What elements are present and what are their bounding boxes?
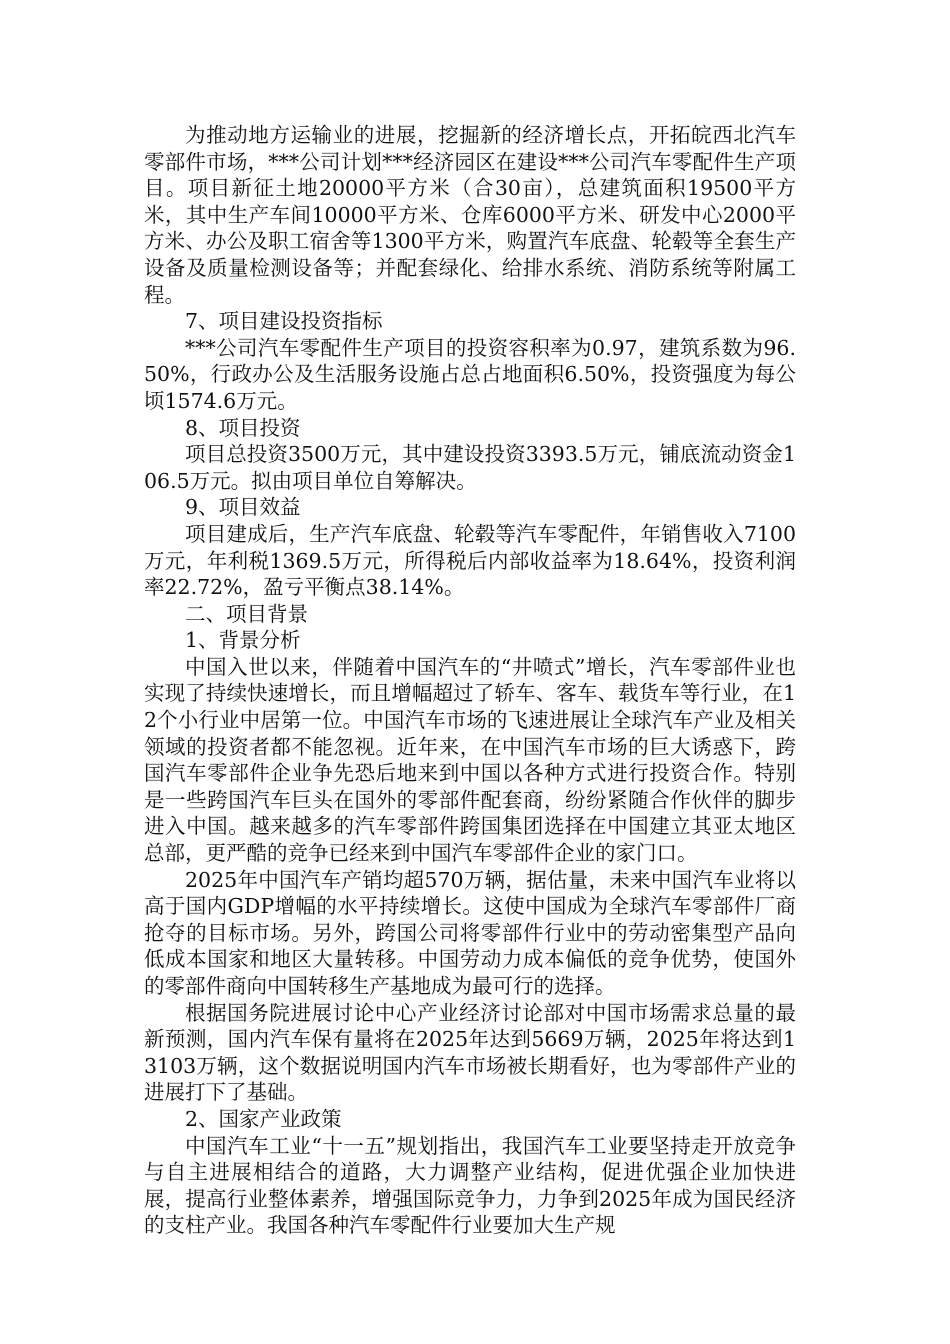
paragraph-market-forecast: 2025年中国汽车产销均超570万辆，据估量，未来中国汽车业将以高于国内GDP增幅的水平持续增长。这使中国成为全球汽车零部件厂商抢夺的目标市场。另外，跨国公司将零部件行业中的劳动密集型产品向低成本国家和地区大量转移。中国劳动力成本偏低的竞争优势，使国外的零部件商向中国转移生产基地成为最可行的选择。: [144, 867, 796, 998]
paragraph-background-analysis: 中国入世以来，伴随着中国汽车的“井喷式”增长，汽车零部件业也实现了持续快速增长，而且增幅超过了轿车、客车、载货车等行业，在12个小行业中居第一位。中国汽车市场的飞速进展让全球汽车产业及相关领域的投资者都不能忽视。近年来，在中国汽车市场的巨大诱惑下，跨国汽车零部件企业争先恐后地来到中国以各种方式进行投资合作。特别是一些跨国汽车巨头在国外的零部件配套商，纷纷紧随合作伙伴的脚步进入中国。越来越多的汽车零部件跨国集团选择在中国建立其亚太地区总部，更严酷的竞争已经来到中国汽车零部件企业的家门口。: [144, 654, 796, 866]
heading-background-analysis: 1、背景分析: [185, 628, 301, 653]
heading-project-investment: 8、项目投资: [185, 415, 301, 440]
paragraph-investment-indicators: ***公司汽车零配件生产项目的投资容积率为0.97，建筑系数为96.50%，行政办公及生活服务设施占总占地面积6.50%，投资强度为每公顷1574.6万元。: [144, 335, 796, 413]
paragraph-project-overview: 为推动地方运输业的进展，挖掘新的经济增长点，开拓皖西北汽车零部件市场，***公司计划***经济园区在建设***公司汽车零配件生产项目。项目新征土地20000平方米（合30亩），总建筑面积19500平方米，其中生产车间10000平方米、仓库6000平方米、研发中心2000平方米、办公及职工宿舍等1300平方米，购置汽车底盘、轮毂等全套生产设备及质量检测设备等；并配套绿化、给排水系统、消防系统等附属工程。: [144, 123, 796, 307]
document-body: [144, 122, 796, 1239]
heading-investment-indicators: 7、项目建设投资指标: [185, 309, 383, 334]
heading-project-background: 二、项目背景: [185, 601, 308, 626]
paragraph-project-benefits: 项目建成后，生产汽车底盘、轮毂等汽车零配件，年销售收入7100万元，年利税1369.5万元，所得税后内部收益率为18.64%，投资利润率22.72%，盈亏平衡点38.14%。: [144, 521, 796, 600]
paragraph-industry-policy: 中国汽车工业“十一五”规划指出，我国汽车工业要坚持走开放竞争与自主进展相结合的道路，大力调整产业结构，促进优强企业加快进展，提高行业整体素养，增强国际竞争力，力争到2025年成为国民经济的支柱产业。我国各种汽车零配件行业要加大生产规: [144, 1133, 796, 1238]
heading-project-benefits: 9、项目效益: [185, 495, 301, 520]
paragraph-project-investment: 项目总投资3500万元，其中建设投资3393.5万元，铺底流动资金106.5万元。拟由项目单位自筹解决。: [144, 442, 796, 493]
heading-industry-policy: 2、国家产业政策: [185, 1106, 342, 1131]
paragraph-demand-forecast: 根据国务院进展讨论中心产业经济讨论部对中国市场需求总量的最新预测，国内汽车保有量将在2025年达到5669万辆，2025年将达到13103万辆，这个数据说明国内汽车市场被长期看好，也为零部件产业的进展打下了基础。: [144, 1000, 796, 1105]
